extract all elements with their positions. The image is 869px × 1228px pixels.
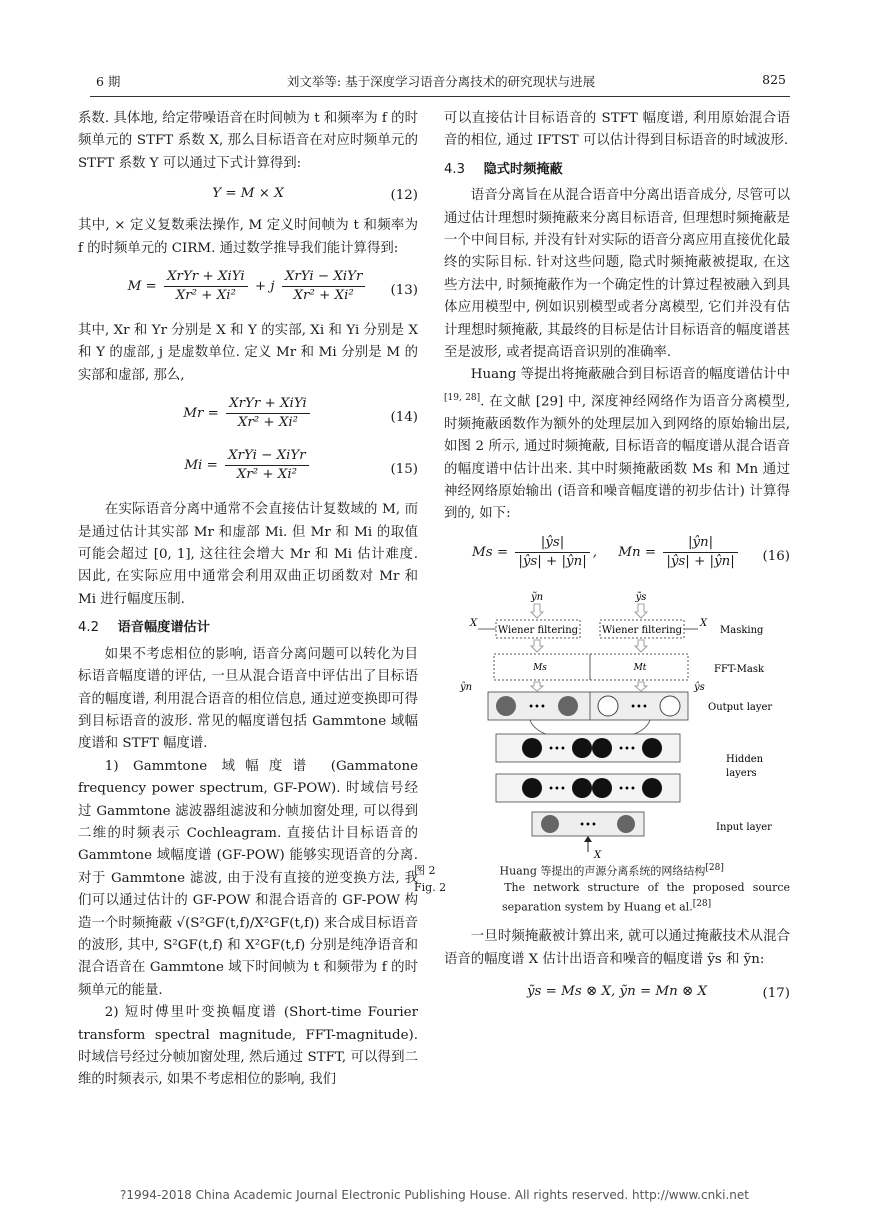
hidden-neuron xyxy=(572,738,592,758)
denominator: Xr² + Xi² xyxy=(175,288,236,304)
mt-label: Mt xyxy=(633,662,647,673)
equation-12 xyxy=(78,183,418,207)
numerator: XrYr + XiYi xyxy=(226,395,310,414)
equation-16: Ms = $\frac{|ŷs|}{|ŷs| + |ŷn|}$ , Mn = $\frac{|ŷn|}{|ŷs| + |ŷn|}$ (16) xyxy=(472,534,790,569)
equation-lhs: Mr = xyxy=(183,406,219,422)
label-masking: Masking xyxy=(720,624,764,636)
paragraph: 其中, Xr 和 Yr 分别是 X 和 Y 的实部, Xi 和 Yi 分别是 X 和 Y 的虚部, j 是虚数单位. 定义 Mr 和 Mi 分别是 M 的实部和虚部, 那么, xyxy=(78,323,418,383)
denominator: Xr² + Xi² xyxy=(236,467,297,483)
label-fft-mask: FFT-Mask xyxy=(714,663,765,675)
caption-text: Huang 等提出的声源分离系统的网络结构 xyxy=(499,864,706,878)
x-left-label: X xyxy=(470,617,478,629)
fraction xyxy=(282,268,366,305)
paragraph: 1) Gammtone 域幅度谱 (Gammatone frequency power spectrum, GF-POW). 时域信号经过 Gammtone 滤波器组滤波和分帧加窗处理, 可以得到二维的时频表示 Cochleagram. 直接估计目标语音的 Gammtone 域幅度谱 (GF-POW) 能够实现语音的分离. 对于 Gammtone 滤波, 由于没有直接的逆变换方法, 我们可以通过估计的 GF-POW 和混合语音的 GF-POW 构造一个时频掩蔽 √(S²GF(t,f)/X²GF(t,f)) 来合成目标语音的波形, 其中, S²GF(t,f) 和 X²GF(t,f) 分别是纯净语音和混合语音在 Gammtone 域下时间帧为 t 和频带为 f 的时频单元的能量. xyxy=(78,758,418,998)
output-layer-box xyxy=(488,692,688,720)
paragraph: 系数. 具体地, 给定带噪语音在时间帧为 t 和频率为 f 的时频单元的 STFT 系数 X, 那么目标语音在对应时频单元的 STFT 系数 Y 可以通过下式计算得到: xyxy=(78,111,418,171)
equation-13 xyxy=(78,268,418,312)
section-number: 4.2 xyxy=(78,620,99,636)
section-heading xyxy=(444,159,790,181)
hollow-arrow-icon xyxy=(531,640,647,652)
x-right-label: X xyxy=(700,617,708,629)
ms-label: Ms xyxy=(533,662,547,673)
equation-number: (14) xyxy=(390,410,418,426)
x-input-label: X xyxy=(594,849,602,860)
figure-2 xyxy=(444,590,790,860)
ellipsis: ••• xyxy=(579,819,597,831)
output-arrow-icon xyxy=(531,604,647,618)
running-header xyxy=(96,72,786,94)
caption-cn xyxy=(414,860,790,880)
issue-number: 6 期 xyxy=(96,74,121,89)
hidden-neuron xyxy=(522,738,542,758)
paragraph xyxy=(444,364,790,525)
caption-en xyxy=(414,879,790,916)
fraction xyxy=(515,534,589,571)
denominator: |ŷs| + |ŷn| xyxy=(666,553,735,569)
ellipsis: ••• xyxy=(618,783,636,795)
wiener-label-left: Wiener filtering xyxy=(497,624,579,636)
equation-lhs: Mi = xyxy=(184,458,218,474)
output-neuron xyxy=(598,696,618,716)
equation-number: (12) xyxy=(390,188,418,204)
label-hidden-2: layers xyxy=(726,767,757,779)
equation-number: (15) xyxy=(390,462,418,478)
section-title: 语音幅度谱估计 xyxy=(117,620,210,636)
output-neuron xyxy=(496,696,516,716)
label-output-layer: Output layer xyxy=(708,701,773,713)
fft-mask-box xyxy=(494,654,688,680)
citation: [28] xyxy=(692,899,712,910)
header-rule xyxy=(90,96,790,97)
ellipsis: ••• xyxy=(630,701,648,713)
hidden-neuron xyxy=(642,778,662,798)
input-neuron xyxy=(617,815,635,833)
ellipsis: ••• xyxy=(528,701,546,713)
fraction xyxy=(226,395,310,432)
input-neuron xyxy=(541,815,559,833)
equation-number: (17) xyxy=(762,985,790,1001)
denominator: Xr² + Xi² xyxy=(237,415,299,431)
equation-body: Y = M × X xyxy=(212,186,284,202)
hidden-neuron xyxy=(522,778,542,798)
equation-operator: + j xyxy=(254,279,275,295)
fraction xyxy=(663,534,737,571)
copyright-footer: ?1994-2018 China Academic Journal Electronic Publishing House. All rights reserved. http://www.cnki.net xyxy=(120,1188,749,1202)
paragraph: 在实际语音分离中通常不会直接估计复数域的 M, 而是通过估计其实部 Mr 和虚部 Mi. 但 Mr 和 Mi 的取值可能会超过 [0, 1], 这往往会增大 Mr 和 Mi 估计难度. 因此, 在实际应用中通常会利用双曲正切函数对 Mr 和 Mi 进行幅度压制. xyxy=(78,502,418,607)
y-s-hat-label: ŷs xyxy=(694,681,705,693)
paragraph: 2) 短时傅里叶变换幅度谱 (Short-time Fourier transform spectral magnitude, FFT-magnitude). 时域信号经过分帧加窗处理, 然后通过 STFT, 可以得到二维的时频表示, 如果不考虑相位的影响, 我们 xyxy=(78,1005,418,1088)
caption-text: The network structure of the proposed source separation system by Huang et al. xyxy=(502,881,790,915)
hidden-neuron xyxy=(592,738,612,758)
numerator: XrYi − XiYr xyxy=(282,268,366,287)
caption-label: 图 2 xyxy=(414,864,436,878)
denominator: |ŷs| + |ŷn| xyxy=(518,553,587,569)
fraction xyxy=(225,447,309,484)
output-neuron xyxy=(660,696,680,716)
paragraph-text: Huang 等提出将掩蔽融合到目标语音的幅度谱估计中 xyxy=(470,367,790,383)
arrow-head-icon xyxy=(584,836,592,842)
equation-lhs: M = xyxy=(127,279,157,295)
label-input-layer: Input layer xyxy=(716,821,772,833)
y-n-hat-label: ŷn xyxy=(460,681,473,693)
hidden-neuron xyxy=(642,738,662,758)
paragraph: 其中, × 定义复数乘法操作, M 定义时间帧为 t 和频率为 f 的时频单元的 CIRM. 通过数学推导我们能计算得到: xyxy=(78,218,418,256)
caption-label: Fig. 2 xyxy=(414,881,447,895)
equation-17 xyxy=(444,981,790,1005)
paragraph-text: . 在文献 [29] 中, 深度神经网络作为语音分离模型, 时频掩蔽函数作为额外的处理层加入到网络的原始输出层, 如图 2 所示, 通过时频掩蔽, 目标语音的幅度谱从混合语音的幅度谱中估计出来. 其中时频掩蔽函数 Ms 和 Mn 通过神经网络原始输出 (语音和噪音幅度谱的初步估计) 计算得到的, 如下: xyxy=(444,394,790,522)
equation-number: (13) xyxy=(390,283,418,299)
hidden-neuron xyxy=(592,778,612,798)
left-column xyxy=(78,108,418,1092)
equation-14 xyxy=(78,395,418,439)
equation-15 xyxy=(78,447,418,491)
running-title: 刘文举等: 基于深度学习语音分离技术的研究现状与进展 xyxy=(286,74,596,89)
paragraph: 语音分离旨在从混合语音中分离出语音成分, 尽管可以通过估计理想时频掩蔽来分离目标语音, 但理想时频掩蔽是一个中间目标, 并没有针对实际的语音分离应用直接优化最终的实际目标. 针对这些问题, 隐式时频掩蔽被提取, 在这些方法中, 时频掩蔽作为一个确定性的计算过程被融入到具体应用模型中, 例如识别模型或者分离模型, 它们并没有估计理想时频掩蔽, 其最终的目标是估计目标语音的幅度谱甚至是波形, 或者提高语音识别的准确率. xyxy=(444,188,790,361)
y-n-tilde-label: ỹn xyxy=(530,591,544,603)
citation: [28] xyxy=(705,862,724,873)
numerator: XrYi − XiYr xyxy=(225,447,309,466)
hidden-neuron xyxy=(572,778,592,798)
ellipsis: ••• xyxy=(548,743,566,755)
denominator: Xr² + Xi² xyxy=(293,288,354,304)
equation-body: ỹs = Ms ⊗ X, ỹn = Mn ⊗ X xyxy=(526,983,708,999)
section-heading xyxy=(78,617,418,639)
numerator: |ŷs| xyxy=(515,534,589,553)
ellipsis: ••• xyxy=(548,783,566,795)
network-diagram xyxy=(444,590,790,860)
right-column xyxy=(414,108,790,1013)
hollow-arrow-icon xyxy=(531,682,647,691)
citation: [19, 28] xyxy=(444,392,481,403)
output-neuron xyxy=(558,696,578,716)
y-s-tilde-label: ỹs xyxy=(635,591,647,603)
paragraph: 如果不考虑相位的影响, 语音分离问题可以转化为目标语音幅度谱的评估, 一旦从混合语音中评估出了目标语音的幅度谱, 利用混合语音的相位信息, 通过逆变换即可得到目标语音的波形. 常见的幅度谱包括 Gammtone 域幅度谱和 STFT 幅度谱. xyxy=(78,646,418,752)
page-number: 825 xyxy=(762,72,786,87)
section-title: 隐式时频掩蔽 xyxy=(483,161,563,177)
figure-caption xyxy=(414,860,790,916)
wiener-label-right: Wiener filtering xyxy=(601,624,683,636)
ellipsis: ••• xyxy=(618,743,636,755)
equation-lhs: Mn = xyxy=(618,544,657,560)
equation-number: (16) xyxy=(762,548,790,564)
equation-lhs: Ms = xyxy=(472,544,509,560)
fraction xyxy=(164,268,248,305)
numerator: XrYr + XiYi xyxy=(164,268,248,287)
paragraph: 可以直接估计目标语音的 STFT 幅度谱, 利用原始混合语音的相位, 通过 IFTST 可以估计得到目标语音的时域波形. xyxy=(444,111,790,149)
numerator: |ŷn| xyxy=(663,534,737,553)
paragraph: 一旦时频掩蔽被计算出来, 就可以通过掩蔽技术从混合语音的幅度谱 X 估计出语音和噪音的幅度谱 ỹs 和 ỹn: xyxy=(444,929,790,967)
section-number: 4.3 xyxy=(444,161,465,177)
label-hidden-1: Hidden xyxy=(726,753,764,765)
